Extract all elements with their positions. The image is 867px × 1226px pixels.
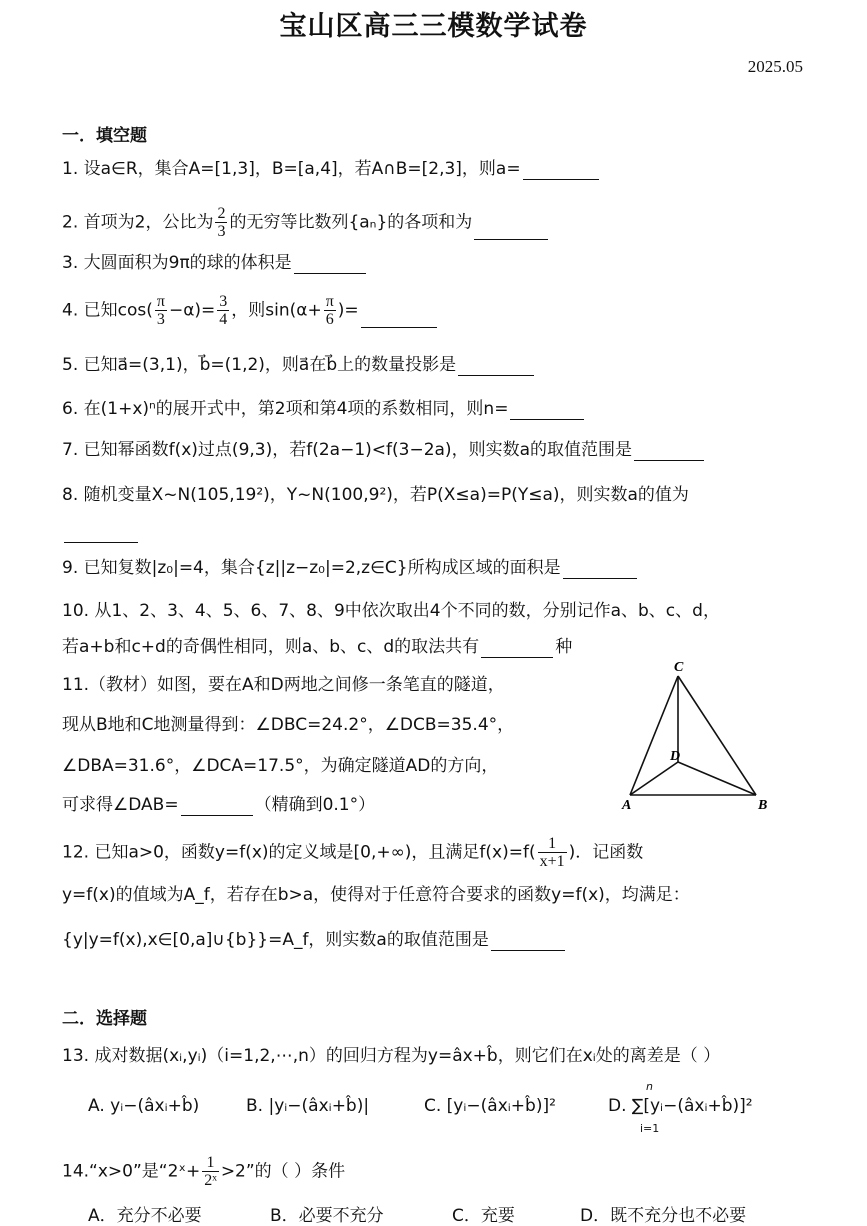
question-14	[62, 1154, 345, 1189]
question-11-line-3	[62, 755, 498, 777]
question-2-text-pre: 2. 首项为2，公比为	[62, 212, 214, 233]
question-12-text-3: {y|y=f(x),x∈[0,a]∪{b}}=A_f，则实数a的取值范围是	[62, 930, 489, 950]
answer-blank-3	[294, 256, 366, 274]
question-4	[62, 293, 439, 328]
question-14-option-c[interactable]: C．充要	[452, 1206, 515, 1226]
question-13	[62, 1045, 720, 1067]
fraction-numerator: 1	[202, 1154, 219, 1172]
answer-blank-7	[634, 443, 704, 461]
triangle-figure	[618, 655, 788, 815]
fraction-denominator: 3	[217, 223, 226, 240]
question-13-text: 13. 成对数据(xᵢ,yᵢ)（i=1,2,⋯,n）的回归方程为y=âx+b̂，则它们在xᵢ处的离差是（ ）	[62, 1046, 721, 1066]
sum-upper-limit: n	[646, 1080, 653, 1093]
point-label-c: C	[674, 660, 684, 675]
fraction-pi-6	[324, 293, 336, 328]
question-4-text-c: ，则sin(α+	[231, 300, 322, 321]
question-7-text: 7. 已知幂函数f(x)过点(9,3)，若f(2a−1)<f(3−2a)，则实数a的取值范围是	[62, 440, 632, 460]
question-10-text-1: 10. 从1、2、3、4、5、6、7、8、9中依次取出4个不同的数，分别记作a、b、c、d，	[62, 601, 720, 621]
question-6-text: 6. 在(1+x)ⁿ的展开式中，第2项和第4项的系数相同，则n=	[62, 399, 509, 419]
answer-blank-9	[563, 561, 637, 579]
question-2	[62, 205, 550, 240]
fraction-3-4	[217, 293, 229, 328]
answer-blank-1	[523, 162, 599, 180]
fraction-numerator: π	[325, 293, 334, 310]
fraction-pi-3	[155, 293, 167, 328]
segment-ca	[630, 676, 681, 795]
question-4-text-a: 4. 已知cos(	[62, 300, 153, 321]
question-10-line-2	[62, 636, 572, 658]
question-12-line-2	[62, 884, 690, 906]
question-13-option-b[interactable]: B. |yᵢ−(âxᵢ+b̂)|	[246, 1096, 370, 1116]
question-11-text-4a: 可求得∠DAB=	[62, 795, 179, 815]
question-11-line-1	[62, 674, 505, 696]
answer-blank-10	[481, 640, 553, 658]
fraction-denominator: 2ˣ	[204, 1172, 217, 1189]
question-14-option-a[interactable]: A．充分不必要	[88, 1206, 202, 1226]
fraction-1-over-x-plus-1	[538, 835, 567, 870]
point-label-a: A	[622, 798, 632, 813]
answer-blank-12	[491, 933, 565, 951]
question-11-line-2	[62, 714, 514, 736]
fraction-numerator: π	[156, 293, 165, 310]
question-14-option-b[interactable]: B．必要不充分	[270, 1206, 384, 1226]
question-8	[62, 484, 689, 506]
question-3	[62, 252, 368, 274]
question-4-text-d: )=	[337, 300, 359, 321]
answer-blank-11	[181, 798, 253, 816]
fraction-denominator: x+1	[539, 853, 565, 870]
question-12-text-1a: 12. 已知a>0，函数y=f(x)的定义域是[0,+∞)，且满足f(x)=f(	[62, 842, 536, 863]
question-5-text: 5. 已知a⃗=(3,1)，b⃗=(1,2)，则a⃗在b⃗上的数量投影是	[62, 355, 457, 375]
question-10-text-2a: 若a+b和c+d的奇偶性相同，则a、b、c、d的取法共有	[62, 637, 480, 657]
question-12-line-1	[62, 835, 643, 870]
question-12-text-2: y=f(x)的值域为A_f，若存在b>a，使得对于任意符合要求的函数y=f(x)，均满足：	[62, 885, 690, 905]
segment-cb	[678, 676, 756, 795]
answer-blank-4	[361, 310, 437, 328]
fraction-denominator: 4	[219, 311, 228, 328]
question-5	[62, 354, 536, 376]
question-2-text-post: 的无穷等比数列{aₙ}的各项和为	[229, 212, 473, 233]
fraction-numerator: 2	[217, 205, 226, 222]
fraction-numerator: 1	[538, 835, 567, 853]
answer-blank-2	[474, 222, 548, 240]
section-choice-heading: 二．选择题	[62, 1009, 147, 1029]
exam-date: 2025.05	[747, 57, 803, 76]
point-label-b: B	[758, 798, 768, 813]
question-13-option-c[interactable]: C. [yᵢ−(âxᵢ+b̂)]²	[424, 1096, 556, 1116]
answer-blank-6	[510, 402, 584, 420]
sum-lower-limit: i=1	[640, 1122, 660, 1135]
question-14-text-b: >2”的（ ）条件	[220, 1161, 346, 1182]
question-13-option-a[interactable]: A. yᵢ−(âxᵢ+b̂)	[88, 1096, 200, 1116]
question-3-text: 3. 大圆面积为9π的球的体积是	[62, 253, 292, 273]
question-10-text-2b: 种	[555, 637, 573, 657]
answer-blank-5	[458, 358, 534, 376]
paper-title: 宝山区高三三模数学试卷	[279, 11, 588, 42]
question-1-text: 1. 设a∈R，集合A=[1,3]，B=[a,4]，若A∩B=[2,3]，则a=	[62, 159, 521, 179]
question-14-option-d[interactable]: D．既不充分也不必要	[580, 1206, 747, 1226]
fraction-denominator: 3	[156, 311, 165, 328]
fraction-denominator: 6	[325, 311, 334, 328]
question-13-option-d[interactable]: D. ∑[yᵢ−(âxᵢ+b̂)]²	[608, 1096, 753, 1116]
question-4-text-b: −α)=	[168, 300, 216, 321]
question-11-text-4b: （精确到0.1°）	[254, 795, 376, 815]
section-fill-in-heading: 一．填空题	[62, 126, 147, 146]
question-11-line-4	[62, 794, 375, 816]
question-10-line-1	[62, 600, 720, 622]
question-1	[62, 158, 601, 180]
question-11-text-3: ∠DBA=31.6°，∠DCA=17.5°，为确定隧道AD的方向，	[62, 756, 499, 776]
question-9-text: 9. 已知复数|z₀|=4，集合{z||z−z₀|=2,z∈C}所构成区域的面积是	[62, 558, 561, 578]
fraction-numerator: 3	[219, 293, 228, 310]
question-11-text-2: 现从B地和C地测量得到：∠DBC=24.2°，∠DCB=35.4°，	[62, 715, 515, 735]
question-14-text-a: 14.“x>0”是“2ˣ+	[62, 1161, 201, 1182]
answer-blank-8	[64, 525, 138, 543]
point-label-d: D	[670, 749, 681, 764]
fraction-2-3	[215, 205, 227, 240]
question-11-text-1: 11.（教材）如图，要在A和D两地之间修一条笔直的隧道，	[62, 675, 505, 695]
fraction-1-over-2x	[202, 1154, 219, 1189]
question-7	[62, 439, 706, 461]
question-12-line-3	[62, 929, 567, 951]
question-8-answer-line	[62, 521, 140, 543]
question-8-text: 8. 随机变量X~N(105,19²)，Y~N(100,9²)，若P(X≤a)=P(Y≤a)，则实数a的值为	[62, 485, 689, 505]
question-9	[62, 557, 639, 579]
question-6	[62, 398, 586, 420]
question-12-text-1b: )．记函数	[568, 842, 644, 863]
